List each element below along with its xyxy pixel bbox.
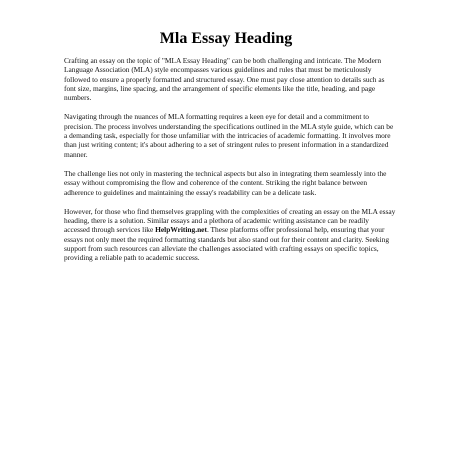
paragraph-4-before-link: However, for those who find themselves grappling with the complexities of creating an essay on the MLA essay heading, there is a solution. Similar essays and a plethora of academic writing assistance can be readily accessed through services like (64, 206, 396, 235)
paragraph-4 (64, 207, 396, 263)
paragraph-1: Crafting an essay on the topic of "MLA Essay Heading" can be both challenging and intricate. The Modern Language Association (MLA) style encompasses various guidelines and rules that must be meticulously followed to ensure a properly formatted and structured essay. One must pay close attention to details such as font size, margins, line spacing, and the arrangement of specific elements like the title, heading, and page numbers. (64, 56, 385, 103)
paragraph-4-after-link: . These platforms offer professional help, ensuring that your essays not only meet the required formatting standards but also stand out for their content and clarity. Seeking support from such resources can alleviate the challenges associated with crafting essays on specific topics, providing a reliable path to academic success. (64, 225, 390, 263)
paragraph-2: Navigating through the nuances of MLA formatting requires a keen eye for detail and a commitment to precision. The process involves understanding the specifications outlined in the MLA style guide, which can be a demanding task, especially for those unfamiliar with the intricacies of academic formatting. It involves more than just writing content; it's about adhering to a set of stringent rules to present information in a standardized manner. (64, 112, 394, 159)
helpwriting-link[interactable]: HelpWriting.net (155, 225, 207, 235)
paragraph-3: The challenge lies not only in mastering the technical aspects but also in integrating them seamlessly into the essay without compromising the flow and coherence of the content. Striking the right balance between adherence to guidelines and maintaining the essay's readability can be a delicate task. (64, 168, 387, 197)
document-body (64, 56, 396, 273)
document-title: Mla Essay Heading (159, 30, 293, 47)
